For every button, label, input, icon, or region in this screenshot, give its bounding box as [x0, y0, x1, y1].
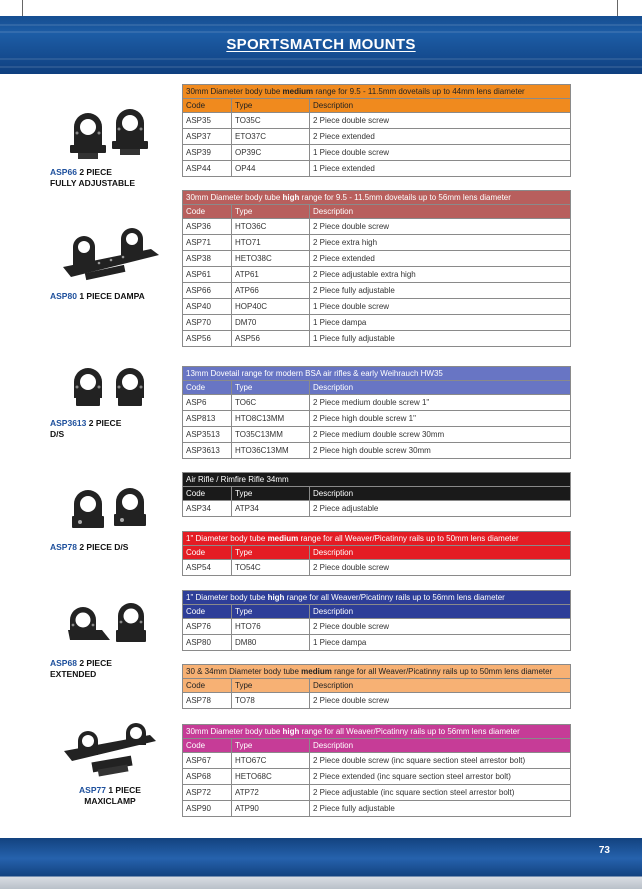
mount-desc-line1: 2 PIECE [79, 167, 112, 177]
table-row [183, 411, 571, 427]
code-cell: ASP38 [183, 251, 232, 267]
code-cell: ASP54 [183, 560, 232, 576]
mount-desc-line2: MAXICLAMP [84, 796, 136, 806]
description-cell: 2 Piece high double screw 1" [310, 411, 571, 427]
code-cell: ASP71 [183, 235, 232, 251]
spec-table-title [183, 665, 571, 679]
code-cell: ASP68 [183, 769, 232, 785]
type-cell: ATP66 [232, 283, 310, 299]
table-row [183, 251, 571, 267]
mount-desc-line1: 1 PIECE DAMPA [79, 291, 145, 301]
type-cell: DM80 [232, 635, 310, 651]
description-cell: 2 Piece high double screw 30mm [310, 443, 571, 459]
type-cell: HTO36C [232, 219, 310, 235]
spec-table [182, 366, 571, 459]
type-cell: HTO8C13MM [232, 411, 310, 427]
spec-table-header [183, 546, 571, 560]
page-number: 73 [598, 845, 610, 856]
mount-asp68 [50, 598, 170, 680]
title-text: 30 & 34mm Diameter body tube [186, 667, 302, 676]
description-cell: 2 Piece adjustable extra high [310, 267, 571, 283]
table-row [183, 801, 571, 817]
type-cell: DM70 [232, 315, 310, 331]
title-text: Air Rifle / Rimfire Rifle 34mm [186, 475, 289, 484]
mount-desc-line1: 1 PIECE [108, 785, 141, 795]
code-cell: ASP72 [183, 785, 232, 801]
mount-desc-line1: 2 PIECE [88, 418, 122, 428]
code-cell: ASP813 [183, 411, 232, 427]
table-row [183, 283, 571, 299]
type-cell: TO6C [232, 395, 310, 411]
column-header: Code [183, 205, 232, 219]
description-cell: 2 Piece medium double screw 1" [310, 395, 571, 411]
mount-code: ASP77 [79, 785, 106, 795]
code-cell: ASP90 [183, 801, 232, 817]
table-row [183, 427, 571, 443]
mount-desc-line2: FULLY ADJUSTABLE [50, 178, 136, 188]
code-cell: ASP3613 [183, 443, 232, 459]
table-row [183, 769, 571, 785]
table-row [183, 785, 571, 801]
table-row [183, 145, 571, 161]
title-text: range for 9.5 - 11.5mm dovetails up to 56mm lens diameter [299, 193, 511, 202]
table-row [183, 161, 571, 177]
type-cell: HETO68C [232, 769, 310, 785]
column-header: Code [183, 739, 232, 753]
code-cell: ASP34 [183, 501, 232, 517]
description-cell: 2 Piece fully adjustable [310, 283, 571, 299]
type-cell: HTO76 [232, 619, 310, 635]
code-cell: ASP37 [183, 129, 232, 145]
mount-desc-line1: 2 PIECE [79, 658, 112, 668]
description-cell: 1 Piece double screw [310, 299, 571, 315]
column-header: Description [310, 605, 571, 619]
table-row [183, 219, 571, 235]
description-cell: 2 Piece fully adjustable [310, 801, 571, 817]
mount-caption [50, 542, 170, 553]
type-cell: OP39C [232, 145, 310, 161]
title-text: range for all Weaver/Picatinny rails up to 56mm lens diameter [284, 593, 505, 602]
column-header: Type [232, 605, 310, 619]
column-header: Type [232, 487, 310, 501]
one-piece-maxiclamp-image [58, 723, 162, 781]
mount-code: ASP3613 [50, 418, 87, 428]
header-streak [0, 66, 642, 68]
spec-table-title [183, 725, 571, 739]
column-header: Type [232, 381, 310, 395]
spec-table [182, 84, 571, 177]
description-cell: 2 Piece adjustable [310, 501, 571, 517]
column-header: Description [310, 487, 571, 501]
column-header: Description [310, 205, 571, 219]
spec-table-title [183, 191, 571, 205]
code-cell: ASP39 [183, 145, 232, 161]
mount-caption [50, 785, 170, 807]
code-cell: ASP36 [183, 219, 232, 235]
code-cell: ASP40 [183, 299, 232, 315]
type-cell: TO54C [232, 560, 310, 576]
title-text: range for 9.5 - 11.5mm dovetails up to 44mm lens diameter [313, 87, 525, 96]
code-cell: ASP66 [183, 283, 232, 299]
spec-table-title [183, 85, 571, 99]
table-row [183, 560, 571, 576]
type-cell: HTO71 [232, 235, 310, 251]
mount-asp78 [50, 482, 170, 553]
title-emphasis: high [282, 727, 300, 736]
mount-asp66 [50, 103, 170, 189]
mount-asp77 [50, 723, 170, 807]
type-cell: OP44 [232, 161, 310, 177]
table-row [183, 619, 571, 635]
mount-asp3613 [50, 360, 170, 440]
mount-caption [50, 658, 170, 680]
mount-caption [50, 291, 170, 302]
header-streak [0, 24, 642, 26]
description-cell: 2 Piece double screw [310, 113, 571, 129]
page-title: SPORTSMATCH MOUNTS [226, 36, 416, 53]
type-cell: TO35C13MM [232, 427, 310, 443]
code-cell: ASP44 [183, 161, 232, 177]
table-row [183, 693, 571, 709]
code-cell: ASP56 [183, 331, 232, 347]
description-cell: 2 Piece adjustable (inc square section steel arrestor bolt) [310, 785, 571, 801]
table-row [183, 267, 571, 283]
spec-table-header [183, 99, 571, 113]
type-cell: TO35C [232, 113, 310, 129]
spec-table-title [183, 473, 571, 487]
description-cell: 2 Piece medium double screw 30mm [310, 427, 571, 443]
description-cell: 2 Piece double screw [310, 560, 571, 576]
one-piece-dampa-image [55, 227, 165, 287]
title-text: 1" Diameter body tube [186, 593, 268, 602]
title-emphasis: high [267, 593, 285, 602]
table-row [183, 235, 571, 251]
two-piece-ds-image [60, 360, 160, 414]
description-cell: 2 Piece extended (inc square section steel arrestor bolt) [310, 769, 571, 785]
column-header: Description [310, 739, 571, 753]
type-cell: ATP34 [232, 501, 310, 517]
spec-table [182, 531, 571, 576]
table-row [183, 501, 571, 517]
spec-table-title [183, 532, 571, 546]
column-header: Type [232, 546, 310, 560]
code-cell: ASP76 [183, 619, 232, 635]
column-header: Description [310, 381, 571, 395]
mount-code: ASP78 [50, 542, 77, 552]
code-cell: ASP80 [183, 635, 232, 651]
column-header: Type [232, 679, 310, 693]
type-cell: HTO36C13MM [232, 443, 310, 459]
table-row [183, 443, 571, 459]
mount-code: ASP66 [50, 167, 77, 177]
two-piece-mount-image [60, 103, 160, 163]
title-text: 30mm Diameter body tube [186, 193, 283, 202]
type-cell: TO78 [232, 693, 310, 709]
type-cell: HTO67C [232, 753, 310, 769]
table-row [183, 395, 571, 411]
code-cell: ASP70 [183, 315, 232, 331]
table-row [183, 331, 571, 347]
title-emphasis: medium [301, 667, 332, 676]
spec-table-header [183, 487, 571, 501]
table-row [183, 753, 571, 769]
column-header: Code [183, 381, 232, 395]
mount-code: ASP68 [50, 658, 77, 668]
table-row [183, 113, 571, 129]
table-row [183, 635, 571, 651]
title-text: range for all Weaver/Picatinny rails up to 56mm lens diameter [299, 727, 520, 736]
spec-table-header [183, 605, 571, 619]
title-text: 13mm Dovetail range for modern BSA air rifles & early Weihrauch HW35 [186, 369, 443, 378]
mount-desc-line1: 2 PIECE D/S [79, 542, 129, 552]
description-cell: 1 Piece dampa [310, 315, 571, 331]
mount-caption [50, 418, 170, 440]
description-cell: 1 Piece fully adjustable [310, 331, 571, 347]
type-cell: ATP72 [232, 785, 310, 801]
description-cell: 2 Piece double screw (inc square section steel arrestor bolt) [310, 753, 571, 769]
title-text: range for all Weaver/Picatinny rails up to 50mm lens diameter [331, 667, 553, 676]
code-cell: ASP61 [183, 267, 232, 283]
title-text: range for all Weaver/Picatinny rails up to 50mm lens diameter [298, 534, 519, 543]
column-header: Description [310, 546, 571, 560]
column-header: Code [183, 605, 232, 619]
column-header: Type [232, 205, 310, 219]
spec-table-header [183, 381, 571, 395]
mount-desc-line2: EXTENDED [50, 669, 97, 679]
type-cell: ETO37C [232, 129, 310, 145]
column-header: Type [232, 99, 310, 113]
type-cell: HOP40C [232, 299, 310, 315]
title-emphasis: medium [282, 87, 314, 96]
spec-table [182, 472, 571, 517]
code-cell: ASP78 [183, 693, 232, 709]
spec-table [182, 664, 571, 709]
spec-table-header [183, 205, 571, 219]
spec-table-header [183, 739, 571, 753]
mount-desc-line2: D/S [50, 429, 65, 439]
two-piece-weaver-image [60, 482, 160, 538]
title-emphasis: medium [267, 534, 299, 543]
spec-table-title [183, 367, 571, 381]
column-header: Description [310, 679, 571, 693]
code-cell: ASP67 [183, 753, 232, 769]
spec-table [182, 190, 571, 347]
column-header: Code [183, 99, 232, 113]
table-row [183, 129, 571, 145]
type-cell: ATP61 [232, 267, 310, 283]
spec-table [182, 724, 571, 817]
code-cell: ASP6 [183, 395, 232, 411]
column-header: Code [183, 546, 232, 560]
type-cell: HETO38C [232, 251, 310, 267]
spec-table-title [183, 591, 571, 605]
mount-asp80 [50, 227, 170, 302]
column-header: Code [183, 487, 232, 501]
description-cell: 1 Piece extended [310, 161, 571, 177]
title-text: 30mm Diameter body tube [186, 87, 283, 96]
spec-table [182, 590, 571, 651]
header-streak [0, 31, 642, 33]
description-cell: 2 Piece extra high [310, 235, 571, 251]
code-cell: ASP35 [183, 113, 232, 129]
crop-marks [0, 0, 642, 16]
description-cell: 2 Piece extended [310, 129, 571, 145]
spec-table-header [183, 679, 571, 693]
column-header: Code [183, 679, 232, 693]
column-header: Description [310, 99, 571, 113]
header-streak [0, 58, 642, 60]
code-cell: ASP3513 [183, 427, 232, 443]
description-cell: 2 Piece double screw [310, 219, 571, 235]
description-cell: 1 Piece double screw [310, 145, 571, 161]
mount-code: ASP80 [50, 291, 77, 301]
page-footer-band [0, 838, 642, 889]
two-piece-extended-image [60, 598, 160, 654]
table-row [183, 315, 571, 331]
column-header: Type [232, 739, 310, 753]
mount-caption [50, 167, 170, 189]
title-text: 1" Diameter body tube [186, 534, 268, 543]
title-text: 30mm Diameter body tube [186, 727, 283, 736]
type-cell: ATP90 [232, 801, 310, 817]
title-emphasis: high [282, 193, 300, 202]
type-cell: ASP56 [232, 331, 310, 347]
description-cell: 2 Piece double screw [310, 619, 571, 635]
table-row [183, 299, 571, 315]
description-cell: 2 Piece double screw [310, 693, 571, 709]
description-cell: 2 Piece extended [310, 251, 571, 267]
description-cell: 1 Piece dampa [310, 635, 571, 651]
